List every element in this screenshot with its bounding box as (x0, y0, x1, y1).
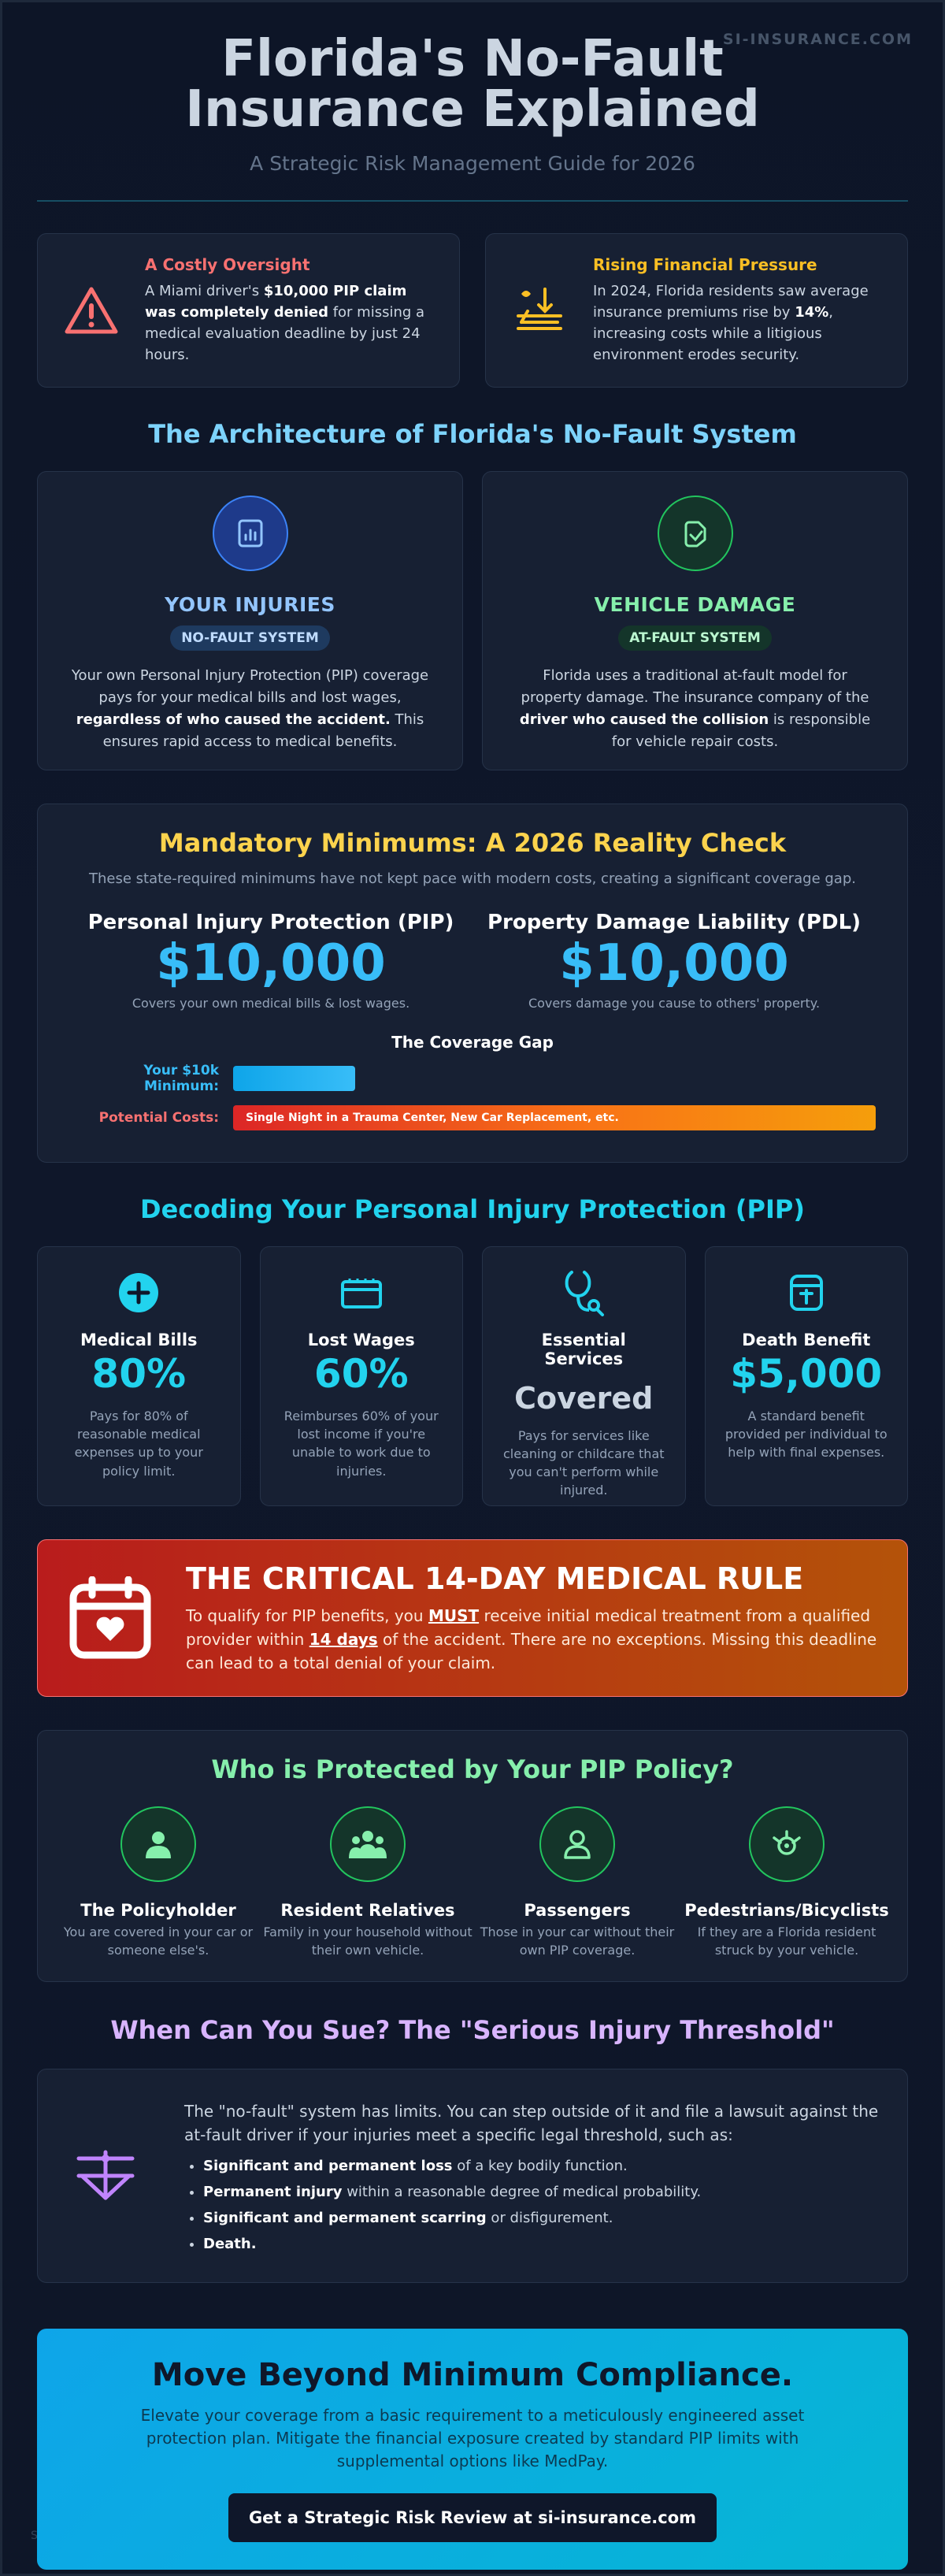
serious-injury-intro: The "no-fault" system has limits. You can step outside of it and file a lawsuit against the at-fault driver if your injuries meet a specific legal threshold, such as: (184, 2102, 879, 2144)
protected-title: Pedestrians/Bicyclists (684, 1901, 889, 1920)
alert-row (37, 233, 908, 388)
strategic-review-button[interactable]: Get a Strategic Risk Review at si-insurance.com (228, 2493, 717, 2542)
protected-item-policyholder (54, 1806, 263, 1959)
person-icon (120, 1806, 196, 1882)
brand-watermark: SI-INSURANCE.COM (722, 31, 913, 48)
list-item: • Death. (203, 2236, 879, 2252)
minimum-caption: Covers your own medical bills & lost wages. (132, 996, 410, 1011)
alert-title: Rising Financial Pressure (593, 255, 817, 274)
gap-track (233, 1066, 876, 1091)
pip-card-desc: Pays for services like cleaning or childcare that you can't perform while injured. (502, 1427, 665, 1498)
alert-text: In 2024, Florida residents saw average insurance premiums rise by 14%, increasing costs while a litigious environment erodes security. (593, 283, 869, 363)
pip-card-desc: Reimburses 60% of your lost income if you're unable to work due to injuries. (284, 1409, 439, 1479)
pip-heading: Decoding Your Personal Injury Protection (PIP) (140, 1194, 805, 1224)
cta-panel (37, 2329, 908, 2570)
pip-card-title: Death Benefit (742, 1331, 871, 1349)
serious-injury-panel (37, 2069, 908, 2283)
pip-card-title: Medical Bills (80, 1331, 198, 1349)
cta-heading: Move Beyond Minimum Compliance. (151, 2357, 794, 2393)
critical-rule-text: To qualify for PIP benefits, you MUST receive initial medical treatment from a qualified provider within 14 days of the accident. There are no exceptions. Missing this deadline can lead to a total denial of your claim. (186, 1606, 877, 1672)
pip-minimum (69, 911, 472, 1011)
critical-rule-banner (37, 1539, 908, 1697)
minimum-label: Personal Injury Protection (PIP) (87, 911, 454, 934)
serious-injury-heading: When Can You Sue? The "Serious Injury Threshold" (110, 2015, 835, 2045)
list-item: • Significant and permanent scarring or disfigurement. (203, 2210, 879, 2226)
protected-item-relatives (263, 1806, 472, 1959)
pip-card-value: Covered (514, 1381, 654, 1416)
threshold-list (184, 2158, 879, 2252)
header-divider (37, 200, 908, 202)
pip-card-title: Essential Services (541, 1331, 626, 1368)
protected-desc: Those in your car without their own PIP coverage. (480, 1925, 675, 1958)
pip-card-value: 60% (313, 1351, 409, 1397)
pip-cards-row (37, 1246, 908, 1506)
coverage-gap-heading: The Coverage Gap (391, 1033, 554, 1052)
injuries-heading: YOUR INJURIES (165, 593, 335, 616)
minimum-amount: $10,000 (559, 934, 789, 993)
potential-costs-bar: Single Night in a Trauma Center, New Car Replacement, etc. (233, 1105, 876, 1130)
vehicle-damage-card (482, 471, 908, 770)
protected-desc: Family in your household without their own vehicle. (263, 1925, 472, 1958)
plus-circle-icon (55, 1269, 223, 1316)
architecture-row (37, 471, 908, 770)
protected-desc: If they are a Florida resident struck by your vehicle. (697, 1925, 876, 1958)
scales-icon (66, 2147, 145, 2204)
calendar-heart-icon (66, 1576, 154, 1660)
list-item: • Permanent injury within a reasonable degree of medical probability. (203, 2184, 879, 2200)
gap-label: Your $10k Minimum: (143, 1063, 219, 1095)
passenger-icon (539, 1806, 615, 1882)
minimums-intro: These state-required minimums have not kept pace with modern costs, creating a significant coverage gap. (89, 870, 856, 887)
cta-text: Elevate your coverage from a basic requirement to a meticulously engineered asset protection plan. Mitigate the financial exposure created by standard PIP limits with supplemental options like MedPay. (140, 2406, 805, 2470)
pip-card-value: 80% (91, 1351, 187, 1397)
pip-card-essential-services (482, 1246, 686, 1506)
rising-cost-icon (508, 284, 571, 336)
minimum-caption: Covers damage you cause to others' property. (528, 996, 821, 1011)
coverage-gap-row-costs (69, 1105, 876, 1130)
pip-card-medical-bills (37, 1246, 241, 1506)
alert-title: A Costly Oversight (145, 255, 310, 274)
pip-card-title: Lost Wages (307, 1331, 415, 1349)
no-fault-badge: NO-FAULT SYSTEM (170, 625, 330, 651)
vehicle-damage-heading: VEHICLE DAMAGE (594, 593, 796, 616)
bicycle-icon (749, 1806, 825, 1882)
gap-track (233, 1105, 876, 1130)
memorial-icon (723, 1269, 891, 1316)
protected-heading: Who is Protected by Your PIP Policy? (211, 1754, 734, 1784)
protected-persons-panel (37, 1730, 908, 1982)
at-fault-badge: AT-FAULT SYSTEM (618, 625, 772, 651)
injuries-text: Your own Personal Injury Protection (PIP) coverage pays for your medical bills and lost wages, regardless of who caused the accident. This ensures rapid access to medical benefits. (71, 667, 429, 750)
alert-text: A Miami driver's $10,000 PIP claim was completely denied for missing a medical evaluation deadline by just 24 hours. (145, 283, 425, 363)
minimums-heading: Mandatory Minimums: A 2026 Reality Check (158, 828, 787, 858)
injuries-card (37, 471, 463, 770)
pip-card-desc: A standard benefit provided per individual to help with final expenses. (724, 1409, 888, 1461)
damaged-document-icon (658, 496, 733, 571)
minimums-columns (69, 911, 876, 1011)
page-subtitle: A Strategic Risk Management Guide for 2026 (250, 152, 695, 175)
pip-card-lost-wages (260, 1246, 464, 1506)
warning-triangle-icon (60, 286, 123, 335)
mandatory-minimums-panel (37, 804, 908, 1163)
stethoscope-icon (500, 1269, 668, 1316)
protected-title: The Policyholder (80, 1901, 236, 1920)
family-icon (330, 1806, 406, 1882)
critical-rule-heading: THE CRITICAL 14-DAY MEDICAL RULE (186, 1561, 804, 1596)
minimum-label: Property Damage Liability (PDL) (487, 911, 862, 934)
chart-clipboard-icon (213, 496, 288, 571)
alert-financial-pressure (485, 233, 908, 388)
gap-label: Potential Costs: (98, 1110, 219, 1127)
pdl-minimum (472, 911, 876, 1011)
protected-item-passengers (472, 1806, 682, 1959)
protected-row (54, 1806, 891, 1959)
protected-title: Passengers (524, 1901, 631, 1920)
protected-title: Resident Relatives (280, 1901, 455, 1920)
list-item: • Significant and permanent loss of a key bodily function. (203, 2158, 879, 2174)
coverage-gap-row-minimum (69, 1063, 876, 1094)
corner-mark: S (31, 2530, 38, 2542)
wallet-icon (278, 1269, 446, 1316)
pip-card-death-benefit (705, 1246, 909, 1506)
architecture-heading: The Architecture of Florida's No-Fault System (148, 419, 797, 449)
minimum-amount: $10,000 (156, 934, 386, 993)
pip-card-desc: Pays for 80% of reasonable medical expenses up to your policy limit. (74, 1409, 203, 1479)
vehicle-damage-text: Florida uses a traditional at-fault model for property damage. The insurance company of the driver who caused the collision is responsible for vehicle repair costs. (519, 667, 871, 750)
pip-card-value: $5,000 (730, 1351, 883, 1397)
protected-item-pedestrians (682, 1806, 891, 1959)
minimum-bar (233, 1066, 355, 1091)
page-title: Florida's No-Fault Insurance Explained (185, 30, 760, 139)
protected-desc: You are covered in your car or someone else's. (63, 1925, 254, 1958)
alert-costly-oversight (37, 233, 460, 388)
